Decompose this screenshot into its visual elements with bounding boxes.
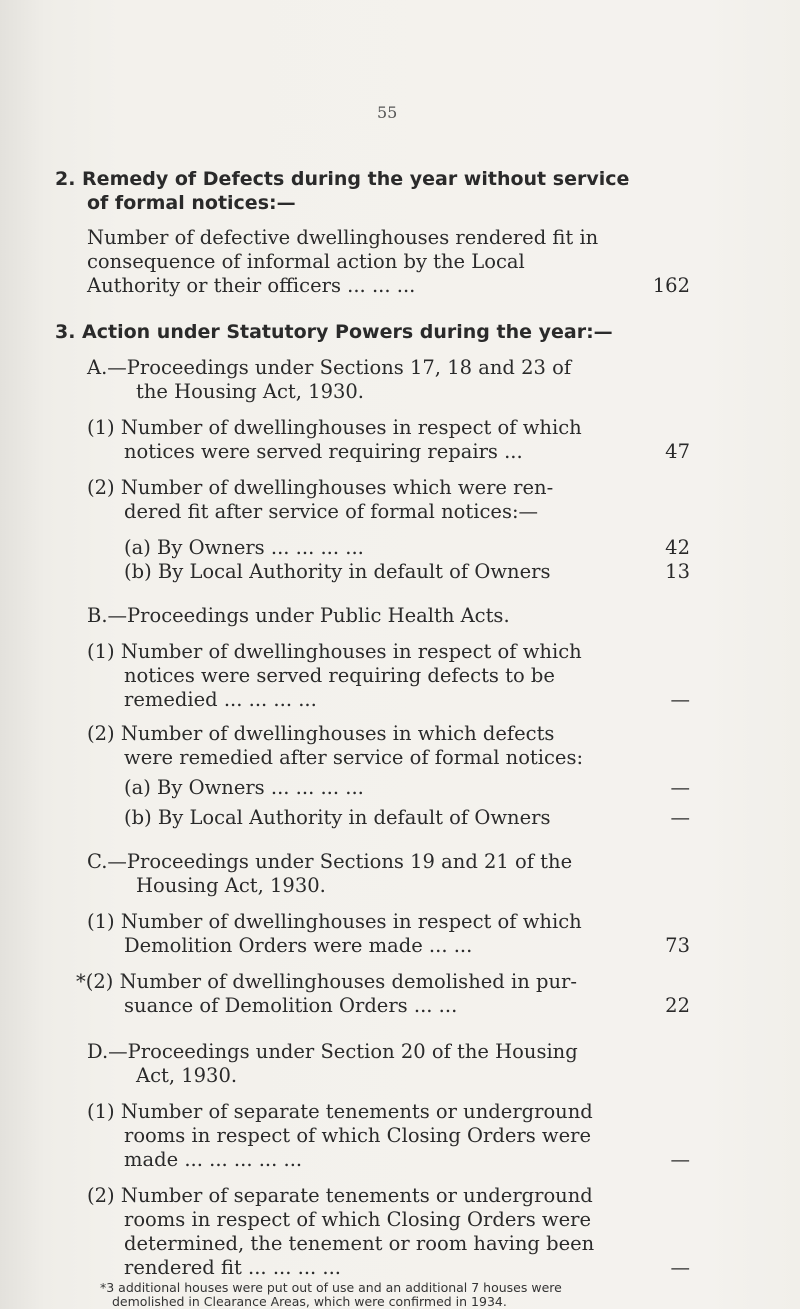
subsection-a-title: A.—Proceedings under Sections 17, 18 and 23 of <box>87 356 572 379</box>
subsection-d-title: D.—Proceedings under Section 20 of the Housing <box>87 1040 578 1063</box>
item-a1-value: 47 <box>665 440 690 463</box>
item-c2-value: 22 <box>665 994 690 1017</box>
item-a2b-value: 13 <box>665 560 690 583</box>
item-a2b: (b) By Local Authority in default of Owners <box>124 560 551 583</box>
item-b2a-value: — <box>670 776 690 799</box>
item-b2b: (b) By Local Authority in default of Owners <box>124 806 551 829</box>
item-c1-cont: Demolition Orders were made ... ... <box>124 934 473 957</box>
page-number: 55 <box>377 103 398 122</box>
item-a1-cont: notices were served requiring repairs ... <box>124 440 523 463</box>
subsection-c-title-cont: Housing Act, 1930. <box>136 874 326 897</box>
section-3-heading: 3. Action under Statutory Powers during the year:— <box>55 321 613 343</box>
item-d1-cont: made ... ... ... ... ... <box>124 1148 303 1171</box>
section-2-text: consequence of informal action by the Local <box>87 250 525 273</box>
item-b1: (1) Number of dwellinghouses in respect of which <box>87 640 582 663</box>
item-b1-cont: remedied ... ... ... ... <box>124 688 317 711</box>
item-d2-cont: rooms in respect of which Closing Orders were <box>124 1208 591 1231</box>
item-d1-value: — <box>670 1148 690 1171</box>
item-d2-value: — <box>670 1256 690 1279</box>
subsection-a-title-cont: the Housing Act, 1930. <box>136 380 364 403</box>
item-d2-cont: determined, the tenement or room having been <box>124 1232 595 1255</box>
item-c1: (1) Number of dwellinghouses in respect of which <box>87 910 582 933</box>
section-2-text: Number of defective dwellinghouses rendered fit in <box>87 226 599 249</box>
item-c1-value: 73 <box>665 934 690 957</box>
item-d2: (2) Number of separate tenements or underground <box>87 1184 593 1207</box>
item-a1: (1) Number of dwellinghouses in respect of which <box>87 416 582 439</box>
subsection-b-title: B.—Proceedings under Public Health Acts. <box>87 604 510 627</box>
footnote: *3 additional houses were put out of use and an additional 7 houses were <box>100 1280 562 1295</box>
item-c2-cont: suance of Demolition Orders ... ... <box>124 994 458 1017</box>
section-2-value: 162 <box>652 274 690 297</box>
item-d1-cont: rooms in respect of which Closing Orders were <box>124 1124 591 1147</box>
item-a2a: (a) By Owners ... ... ... ... <box>124 536 364 559</box>
footnote-cont: demolished in Clearance Areas, which were confirmed in 1934. <box>112 1294 507 1309</box>
item-a2a-value: 42 <box>665 536 690 559</box>
item-b2: (2) Number of dwellinghouses in which defects <box>87 722 555 745</box>
subsection-c-title: C.—Proceedings under Sections 19 and 21 of the <box>87 850 573 873</box>
item-b2b-value: — <box>670 806 690 829</box>
item-b2a: (a) By Owners ... ... ... ... <box>124 776 364 799</box>
item-c2: *(2) Number of dwellinghouses demolished in pur- <box>76 970 577 993</box>
item-d1: (1) Number of separate tenements or underground <box>87 1100 593 1123</box>
item-b1-cont: notices were served requiring defects to be <box>124 664 555 687</box>
subsection-d-title-cont: Act, 1930. <box>136 1064 238 1087</box>
section-2-heading: 2. Remedy of Defects during the year without service <box>55 168 630 190</box>
section-2-heading-cont: of formal notices:— <box>87 192 296 214</box>
section-2-text: Authority or their officers ... ... ... <box>87 274 416 297</box>
item-b1-value: — <box>670 688 690 711</box>
item-a2-cont: dered fit after service of formal notices:— <box>124 500 539 523</box>
item-b2-cont: were remedied after service of formal notices: <box>124 746 584 769</box>
item-d2-cont: rendered fit ... ... ... ... <box>124 1256 342 1279</box>
item-a2: (2) Number of dwellinghouses which were ren- <box>87 476 554 499</box>
